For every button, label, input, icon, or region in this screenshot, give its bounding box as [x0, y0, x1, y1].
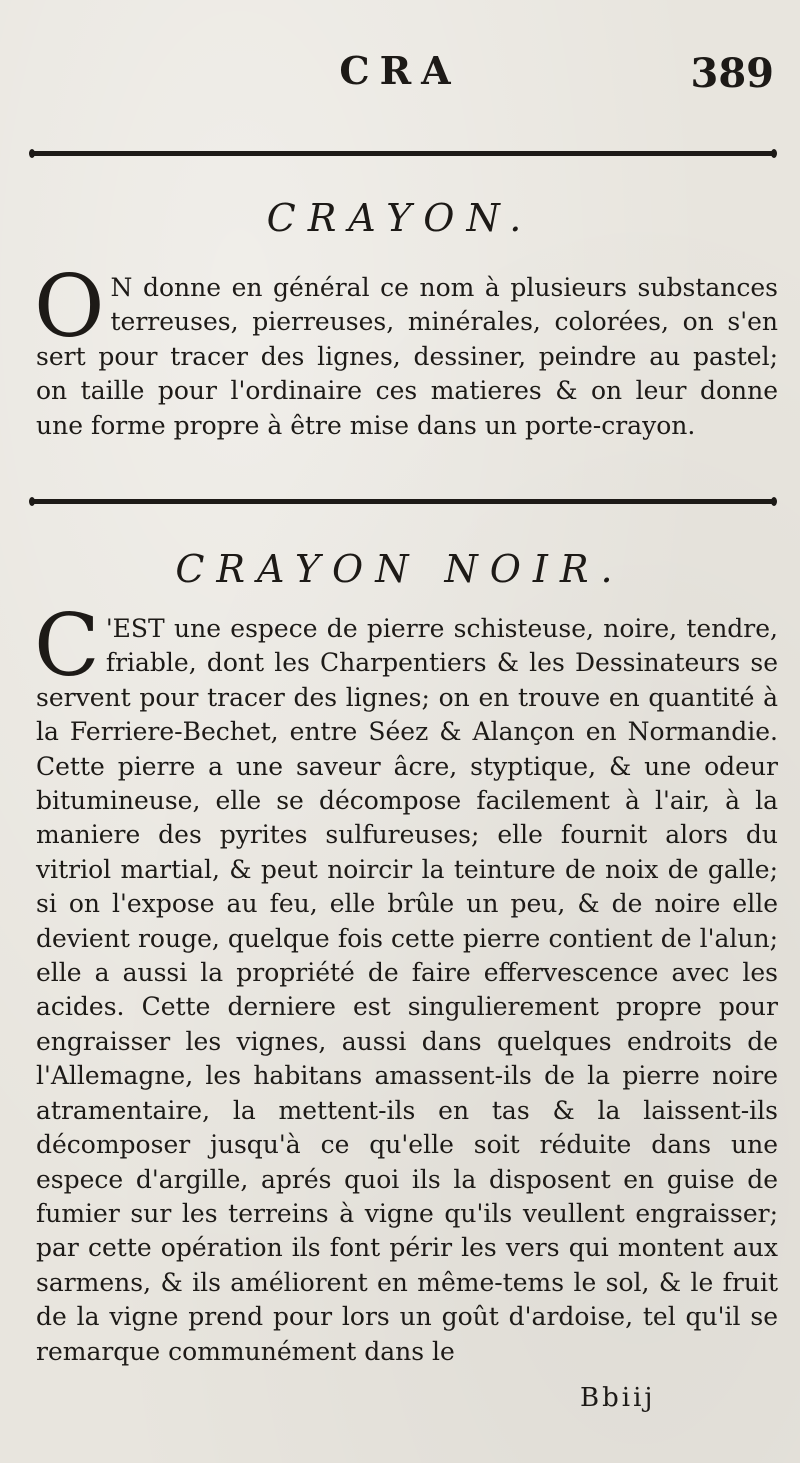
entry-body-crayon-noir — [34, 596, 778, 1369]
ornamental-rule — [32, 151, 774, 156]
drop-cap: C — [34, 596, 100, 696]
drop-cap: O — [34, 257, 105, 357]
page-number: 389 — [690, 50, 774, 97]
entry-text: N donne en général ce nom à plusieurs substances terreuses, pierreuses, minérales, colorées, on s'en sert pour tracer des lignes, dessiner, peindre au pastel; on taille pour l'ordinaire ces matieres & on leur donne une forme propre à être mise dans un porte-crayon. — [36, 273, 778, 440]
entry-body-crayon — [34, 257, 778, 443]
entry-heading-crayon-noir: CRAYON NOIR. — [175, 547, 625, 591]
entry-text: 'EST une espece de pierre schisteuse, noire, tendre, friable, dont les Charpentiers & les Dessinateurs se servent pour tracer des lignes; on en trouve en quantité à la Ferriere-Bechet, entre Séez & Alançon en Normandie. Cette pierre a une saveur âcre, styptique, & une odeur bitumineuse, elle se décompose facilement à l'air, à la maniere des pyrites sulfureuses; elle fournit alors du vitriol martial, & peut noircir la teinture de noix de galle; si on l'expose au feu, elle brûle un peu, & de noire elle devient rouge, quelque fois cette pierre contient de l'alun; elle a aussi la propriété de faire effervescence avec les acides. Cette derniere est singulierement propre pour engraisser les vignes, aussi dans quelques endroits de l'Allemagne, les habitans amassent-ils de la pierre noire atramentaire, la mettent-ils en tas & la laissent-ils décomposer jusqu'à ce qu'elle soit réduite dans une espece d'argille, aprés quoi ils la disposent en guise de fumier sur les terreins à vigne qu'ils veullent engraisser; par cette opération ils font périr les vers qui montent aux sarmens, & ils améliorent en même-tems le sol, & le fruit de la vigne prend pour lors un goût d'ardoise, tel qu'il se remarque communément dans le — [36, 614, 778, 1366]
ornamental-rule — [32, 499, 774, 504]
running-title: CRA — [339, 48, 461, 93]
running-head — [0, 48, 800, 104]
signature-mark: Bbiij — [580, 1383, 656, 1413]
entry-heading-crayon: CRAYON. — [266, 196, 534, 240]
